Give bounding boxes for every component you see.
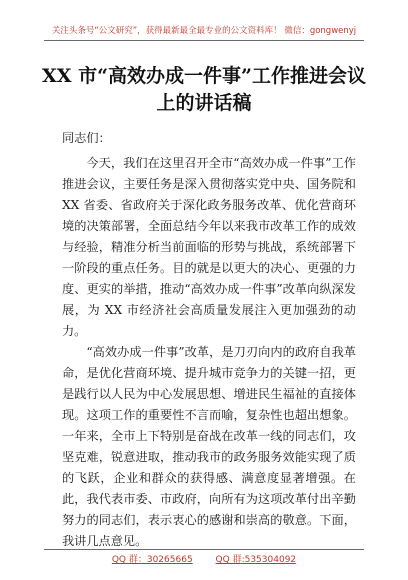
footer-qq-group-1[interactable]: QQ 群：30265665 [111, 555, 193, 565]
footer-divider [44, 549, 364, 550]
document-title [40, 63, 368, 117]
header-divider [44, 40, 364, 41]
header-banner: 关注头条号“公文研究”，获得最新最全最专业的公文资料库！ 微信：gongwenyj [51, 26, 357, 36]
title-line-1: XX 市“高效办成一件事”工作推进会议 [42, 65, 366, 87]
salutation: 同志们： [62, 131, 111, 145]
footer-qq-group-2[interactable]: QQ 群:535304092 [215, 555, 297, 565]
paragraph-2: “高效办成一件事”改革，是刀刃向内的政府自我革命，是优化营商环境、提升城市竞争力的关键一招，更是践行以人民为中心发展思想、增进民生福祉的直接体现。这项工作的重要性不言而喻，复杂性也超出想象。一年来，全市上下特别是奋战在改革一线的同志们，攻坚克难，锐意进取，推动我市的政务服务效能实现了质的飞跃，企业和群众的获得感、满意度显著增强。在此，我代表市委、市政府，向所有为这项改革付出辛勤努力的同志们，表示衷心的感谢和崇高的敬意。下面，我讲几点意见。 [62, 345, 356, 548]
title-line-2: 上的讲话稿 [156, 92, 252, 114]
paragraph-1: 今天，我们在这里召开全市“高效办成一件事”工作推进会议，主要任务是深入贯彻落实党中央、国务院和 XX 省委、省政府关于深化政务服务改革、优化营商环境的决策部署，全面总结今年以来我市改革工作的成效与经验，精准分析当前面临的形势与挑战，系统部署下一阶段的重点任务。目的就是以更大的决心、更强的力度、更实的举措，推动“高效办成一件事”改革向纵深发展，为 XX 市经济社会高质量发展注入更加强劲的动力。 [62, 156, 356, 338]
footer [0, 552, 408, 565]
document-body [62, 128, 356, 552]
